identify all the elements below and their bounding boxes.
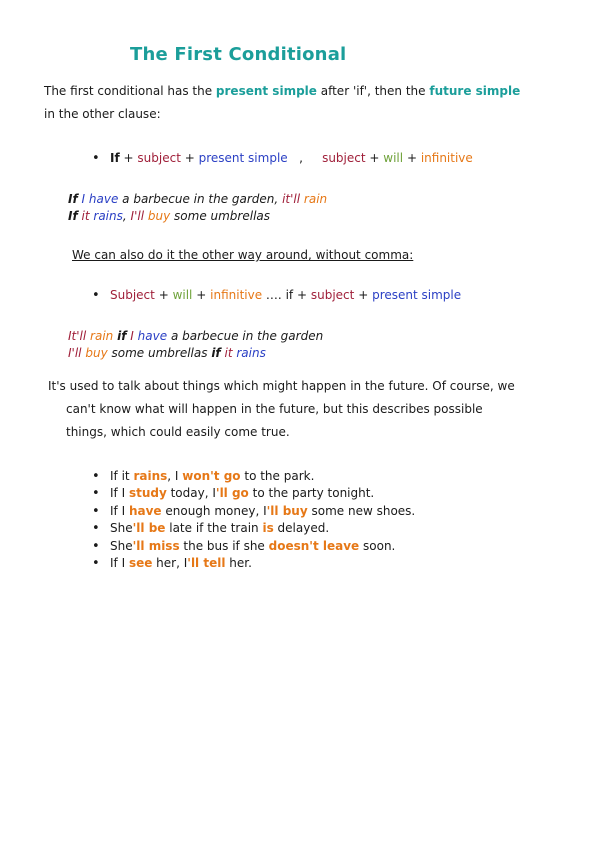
ex-verb: have [137, 329, 168, 343]
ex-if: If [68, 192, 78, 206]
highlighted-verb: 'll buy [266, 503, 308, 518]
formula-subject: subject [322, 151, 366, 165]
formula-if-first [92, 151, 473, 165]
sentence-text: her, I [152, 556, 188, 571]
formula-infinitive: infinitive [420, 151, 473, 165]
ex-subject: I [130, 329, 134, 343]
examples-list [92, 468, 415, 572]
highlighted-verb: doesn't leave [268, 538, 360, 553]
ex-verb: rain [90, 329, 114, 343]
intro-paragraph [44, 80, 520, 126]
plus-sign: + [358, 288, 369, 302]
ex-subject: It'll [68, 329, 87, 343]
formula-if: If [110, 151, 120, 165]
formula-present-simple: present simple [372, 288, 462, 302]
formula-dots: …. [265, 288, 282, 302]
sentence-text: If it [110, 469, 134, 483]
ex-if: if [117, 329, 127, 343]
plus-sign: + [123, 151, 134, 165]
example-sentence [92, 520, 415, 537]
ex-verb: buy [147, 209, 171, 223]
highlighted-verb: rains [133, 469, 168, 483]
ex-verb: rain [303, 192, 328, 206]
formula-will: will [383, 151, 404, 165]
ex-text: some umbrellas [111, 346, 208, 360]
plus-sign: + [184, 151, 195, 165]
usage-line: things, which could easily come true. [66, 425, 290, 439]
highlighted-verb: 'll go [215, 486, 249, 501]
highlighted-verb: study [128, 486, 167, 501]
formula-if: if [285, 288, 294, 302]
keyword-future-simple: future simple [429, 84, 521, 98]
ex-verb: rains [236, 346, 266, 360]
example-line [68, 191, 327, 208]
ex-verb: rains [93, 209, 123, 223]
intro-text: after 'if', then the [316, 84, 430, 98]
ex-verb: buy [85, 346, 108, 360]
ex-if: if [211, 346, 221, 360]
usage-paragraph [48, 375, 515, 444]
sentence-text: delayed. [273, 521, 330, 536]
sentence-text: the bus if she [179, 538, 269, 553]
example-sentence [92, 555, 415, 572]
usage-line: It's used to talk about things which might happen in the future. Of course, we [48, 379, 515, 393]
formula-if-second [92, 288, 461, 302]
sentence-text: If I [110, 556, 129, 571]
formula-list-2 [92, 288, 461, 302]
sentence-text: If I [110, 486, 129, 501]
highlighted-verb: 'll miss [132, 538, 180, 553]
highlighted-verb: 'll tell [187, 556, 226, 571]
example-sentence [92, 538, 415, 555]
ex-comma: , [122, 209, 127, 223]
sentence-text: late if the train [165, 521, 263, 536]
plus-sign: + [158, 288, 169, 302]
sentence-text: She [110, 538, 133, 553]
sentence-text: She [110, 521, 133, 536]
example-sentence [92, 485, 415, 502]
formula-subject: subject [137, 151, 181, 165]
formula-comma: , [299, 151, 303, 165]
sentence-text: , I [167, 469, 183, 483]
example-block-2 [68, 328, 323, 362]
sentence-text: to the park. [240, 469, 315, 483]
ex-text: some umbrellas [174, 209, 271, 223]
ex-verb: have [88, 192, 119, 206]
ex-subject: it [81, 209, 90, 223]
ex-subject: I [81, 192, 86, 206]
formula-present-simple: present simple [198, 151, 288, 165]
ex-subject: I'll [130, 209, 145, 223]
example-block-1 [68, 191, 327, 225]
plus-sign: + [406, 151, 417, 165]
highlighted-verb: have [128, 503, 162, 518]
formula-infinitive: infinitive [210, 288, 263, 302]
sentence-text: enough money, I [161, 503, 267, 518]
ex-subject: it [224, 346, 233, 360]
usage-line: can't know what will happen in the future, but this describes possible [66, 402, 483, 416]
highlighted-verb: won't go [182, 469, 241, 483]
sentence-text: some new shoes. [307, 503, 416, 518]
sentence-text: to the party tonight. [248, 486, 375, 501]
highlighted-verb: is [262, 521, 274, 536]
keyword-present-simple: present simple [215, 84, 317, 98]
other-way-heading: We can also do it the other way around, without comma: [72, 248, 414, 262]
page-title: The First Conditional [130, 44, 347, 65]
ex-subject: it'll [282, 192, 301, 206]
example-line [68, 208, 327, 225]
sentence-text: her. [225, 556, 252, 571]
sentence-text: today, I [166, 486, 216, 501]
ex-if: If [68, 209, 78, 223]
sentence-text: If I [110, 503, 129, 518]
formula-will: will [172, 288, 193, 302]
formula-subject: Subject [110, 288, 155, 302]
highlighted-verb: 'll be [132, 521, 166, 536]
example-line [68, 328, 323, 345]
plus-sign: + [369, 151, 380, 165]
ex-text: a barbecue in the garden, [122, 192, 279, 206]
example-sentence [92, 503, 415, 520]
formula-list-1 [92, 151, 473, 165]
sentence-text: soon. [359, 538, 396, 553]
formula-subject: subject [310, 288, 355, 302]
plus-sign: + [296, 288, 308, 302]
example-line [68, 345, 323, 362]
plus-sign: + [196, 288, 207, 302]
intro-text: in the other clause: [44, 107, 161, 121]
ex-subject: I'll [68, 346, 82, 360]
example-sentence [92, 468, 415, 485]
ex-text: a barbecue in the garden [170, 329, 324, 343]
intro-text: The first conditional has the [44, 84, 216, 98]
highlighted-verb: see [128, 556, 153, 571]
